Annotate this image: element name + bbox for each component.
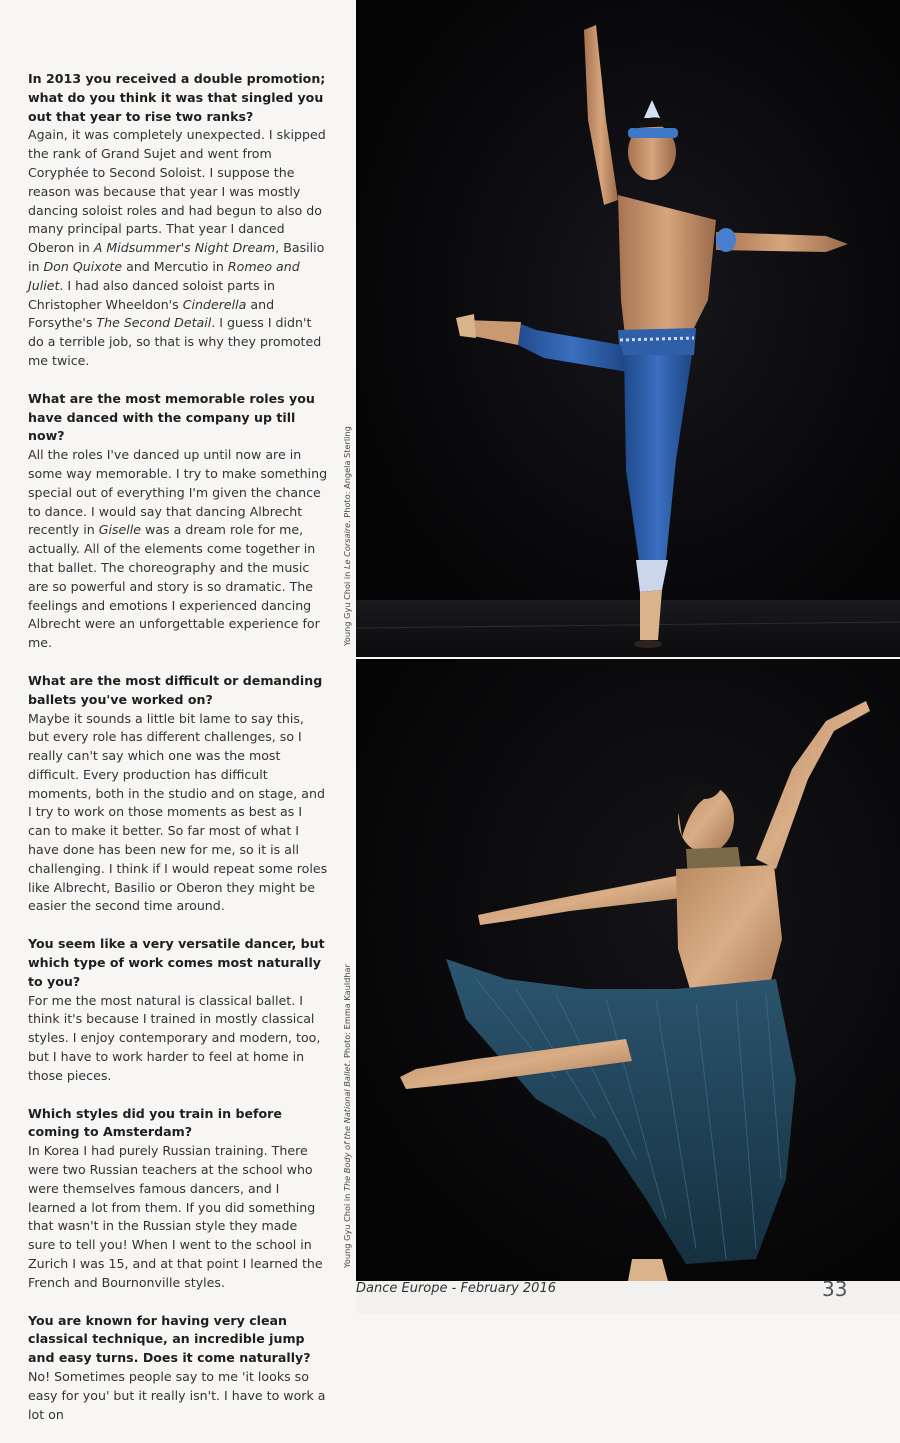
credit-text: . Photo: Emma Kauldhar: [342, 964, 352, 1064]
photo-dancer-le-corsaire: [356, 0, 900, 657]
answer-title: Don Quixote: [43, 258, 123, 274]
answer-text: and Forsythe's: [28, 296, 275, 331]
qa-block: [28, 672, 328, 916]
answer-text: No! Sometimes people say to me 'it looks so easy for you' but it really isn't. I have to work a lot on: [28, 1369, 326, 1422]
qa-block: [28, 390, 328, 653]
magazine-issue: Dance Europe - February 2016: [356, 1281, 556, 1296]
answer-title: Giselle: [98, 522, 142, 538]
answer-title: The Second Detail: [96, 315, 212, 331]
credit-title: The Body of the National Ballet: [342, 1063, 352, 1192]
qa-block: [28, 1312, 328, 1425]
interview-question: What are the most memorable roles you have danced with the company up till now?: [28, 390, 315, 444]
answer-title: Romeo and Juliet: [28, 258, 300, 293]
answer-text: , Basilio in: [28, 240, 325, 274]
answer-text: was a dream role for me, actually. All of the elements come together in that ballet. The choreography and the music are so powerful and story is so dramatic. The feelings and emotions I experienced dancing Albrecht were an unforgettable experience for me.: [28, 522, 320, 651]
photo-dancer-body-of-national-ballet: [356, 659, 900, 1281]
interview-question: Which styles did you train in before coming to Amsterdam?: [28, 1105, 282, 1140]
credit-text: Young Gyu Choi in: [342, 1191, 352, 1268]
interview-question: You are known for having very clean classical technique, an incredible jump and easy turns. Does it come naturally?: [28, 1312, 311, 1366]
answer-title: A Midsummer's Night Dream: [93, 240, 276, 256]
interview-question: In 2013 you received a double promotion; what do you think it was that singled you out that year to rise two ranks?: [28, 71, 326, 124]
photo-credit-bottom: [342, 964, 352, 1268]
qa-block: [28, 935, 328, 1085]
answer-text: In Korea I had purely Russian training. There were two Russian teachers at the school who were themselves famous dancers, and I learned a lot from them. If you did something that wasn't in the Russian style they made sure to tell you! When I went to the school in Zurich I was 15, and at that point I learned the French and Bournonville styles.: [28, 1143, 323, 1290]
credit-text: Young Gyu Choi in: [342, 569, 352, 646]
interview-answer: [28, 1368, 328, 1424]
answer-text: and Mercutio in: [122, 258, 228, 274]
answer-text: . I guess I didn't do a terrible job, so that is why they promoted me twice.: [28, 315, 322, 368]
answer-text: Again, it was completely unexpected. I skipped the rank of Grand Sujet and went from Coryphée to Second Soloist. I suppose the reason was because that year I was mostly dancing soloist roles and had begun to also do many principal parts. That year I danced Oberon in: [28, 127, 326, 256]
article-text-column: [28, 70, 328, 1443]
interview-question: You seem like a very versatile dancer, but which type of work comes most naturally to you?: [28, 936, 325, 989]
answer-text: . I had also danced soloist parts in Christopher Wheeldon's: [28, 277, 276, 312]
answer-text: All the roles I've danced up until now are in some way memorable. I try to make something special out of everything I'm given the chance to dance. I would say that dancing Albrecht recently in: [28, 447, 328, 538]
interview-answer: [28, 1142, 328, 1292]
credit-title: Le Corsaire: [342, 522, 352, 570]
photo-credit-top: [342, 426, 352, 646]
interview-answer: [28, 710, 328, 917]
qa-block: [28, 1105, 328, 1293]
interview-question: What are the most difficult or demanding ballets you've worked on?: [28, 672, 323, 707]
answer-text: Maybe it sounds a little bit lame to say this, but every role has different challenges, so I really can't say which one was the most difficult. Every production has difficult moments, both in the studio and on stage, and I try to work on those moments as best as I can to make it better. So far most of what I have done has been new for me, so it is all challenging. I think if I would repeat some roles like Albrecht, Basilio or Oberon they might be easier the second time around.: [28, 710, 328, 914]
credit-text: . Photo: Angela Sterling: [342, 426, 352, 523]
interview-answer: [28, 446, 328, 653]
answer-title: Cinderella: [182, 296, 247, 312]
answer-text: For me the most natural is classical ballet. I think it's because I trained in mostly classical styles. I enjoy contemporary and modern, too, but I have to work harder to feel at home in those pieces.: [28, 992, 321, 1083]
page-footer: [356, 1277, 900, 1313]
page-number: 33: [822, 1277, 848, 1301]
interview-answer: [28, 992, 328, 1086]
interview-answer: [28, 126, 328, 370]
qa-block: [28, 70, 328, 371]
